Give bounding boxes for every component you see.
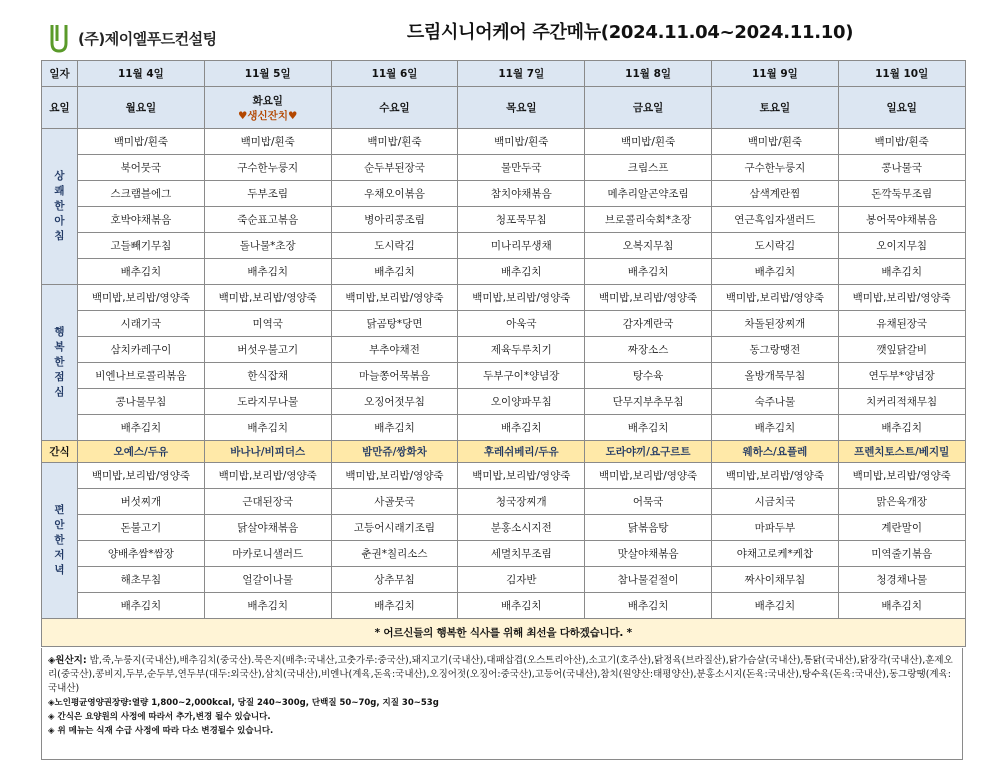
menu-item: 백미밥/흰죽	[204, 129, 331, 155]
day-cell	[331, 87, 458, 129]
menu-item: 백미밥,보리밥/영양죽	[204, 463, 331, 489]
snack-item: 밤만쥬/쌍화차	[331, 441, 458, 463]
menu-item: 짜장소스	[585, 337, 712, 363]
snack-row	[42, 441, 966, 463]
lunch-label-char: 점	[54, 371, 65, 383]
menu-item: 김자반	[458, 567, 585, 593]
menu-item: 순두부된장국	[331, 155, 458, 181]
dinner-label-char: 녁	[54, 564, 65, 576]
day-name: 금요일	[632, 102, 664, 114]
menu-item: 올방개묵무침	[711, 363, 838, 389]
menu-item: 아욱국	[458, 311, 585, 337]
day-name: 수요일	[379, 102, 410, 114]
menu-item: 배추김치	[585, 593, 712, 619]
menu-item: 두부조림	[204, 181, 331, 207]
dinner-row	[42, 463, 966, 489]
menu-item: 양배추쌈*쌈장	[78, 541, 205, 567]
day-name: 화요일	[252, 94, 283, 107]
lunch-label	[42, 285, 78, 441]
dinner-label-char: 안	[54, 519, 65, 531]
menu-table	[41, 60, 966, 647]
menu-item: 백미밥,보리밥/영양죽	[204, 285, 331, 311]
menu-item: 숙주나물	[711, 389, 838, 415]
menu-item: 분홍소시지전	[458, 515, 585, 541]
menu-item: 오복지무침	[585, 233, 712, 259]
menu-item: 미나리무생채	[458, 233, 585, 259]
lunch-row	[42, 337, 966, 363]
lunch-row	[42, 415, 966, 441]
menu-item: 우채오이볶음	[331, 181, 458, 207]
dinner-row	[42, 515, 966, 541]
date-cell: 11월 10일	[838, 61, 965, 87]
menu-item: 배추김치	[838, 415, 965, 441]
menu-item: 깻잎닭갈비	[838, 337, 965, 363]
dinner-row	[42, 489, 966, 515]
menu-item: 죽순표고볶음	[204, 207, 331, 233]
menu-item: 청국장찌개	[458, 489, 585, 515]
breakfast-row	[42, 259, 966, 285]
menu-item: 백미밥,보리밥/영양죽	[711, 463, 838, 489]
origin-note	[48, 654, 956, 696]
menu-item: 짜사이채무침	[711, 567, 838, 593]
day-label: 요일	[42, 87, 78, 129]
snack-item: 도라야끼/요구르트	[585, 441, 712, 463]
breakfast-label	[42, 129, 78, 285]
menu-item: 상추무침	[331, 567, 458, 593]
menu-item: 배추김치	[204, 415, 331, 441]
menu-item: 배추김치	[711, 593, 838, 619]
date-cell: 11월 8일	[585, 61, 712, 87]
menu-item: 시래기국	[78, 311, 205, 337]
breakfast-label-char: 침	[54, 230, 65, 242]
date-cell: 11월 7일	[458, 61, 585, 87]
menu-item: 배추김치	[204, 259, 331, 285]
breakfast-label-char: 한	[54, 200, 65, 212]
menu-item: 청경채나물	[838, 567, 965, 593]
menu-item: 춘권*칠리소스	[331, 541, 458, 567]
lunch-row	[42, 389, 966, 415]
menu-item: 구수한누룽지	[204, 155, 331, 181]
breakfast-row	[42, 129, 966, 155]
menu-item: 콩나물국	[838, 155, 965, 181]
menu-item: 호박야채볶음	[78, 207, 205, 233]
menu-item: 도시락김	[711, 233, 838, 259]
date-label: 일자	[42, 61, 78, 87]
menu-item: 차돌된장찌개	[711, 311, 838, 337]
menu-item: 오징어젓무침	[331, 389, 458, 415]
menu-item: 배추김치	[711, 259, 838, 285]
menu-item: 백미밥/흰죽	[78, 129, 205, 155]
breakfast-row	[42, 233, 966, 259]
menu-item: 배추김치	[331, 593, 458, 619]
menu-item: 두부구이*양념장	[458, 363, 585, 389]
menu-item: 감자계란국	[585, 311, 712, 337]
dinner-label	[42, 463, 78, 619]
dinner-label-char: 한	[54, 534, 65, 546]
snack-item: 오예스/두유	[78, 441, 205, 463]
page-title: 드림시니어케어 주간메뉴(2024.11.04~2024.11.10)	[406, 22, 854, 43]
day-cell	[711, 87, 838, 129]
menu-item: 맑은육개장	[838, 489, 965, 515]
company-logo-icon	[44, 21, 70, 55]
day-name: 목요일	[506, 102, 537, 114]
menu-item: 근대된장국	[204, 489, 331, 515]
menu-item: 백미밥,보리밥/영양죽	[458, 285, 585, 311]
menu-item: 백미밥,보리밥/영양죽	[838, 463, 965, 489]
menu-item: 백미밥/흰죽	[458, 129, 585, 155]
menu-item: 참나물겉절이	[585, 567, 712, 593]
lunch-label-char: 행	[54, 326, 65, 338]
menu-item: 봉어묵야채볶음	[838, 207, 965, 233]
day-cell	[78, 87, 205, 129]
date-cell: 11월 9일	[711, 61, 838, 87]
menu-item: 사골뭇국	[331, 489, 458, 515]
lunch-row	[42, 285, 966, 311]
menu-item: 동그랑땡전	[711, 337, 838, 363]
menu-item: 배추김치	[78, 593, 205, 619]
menu-item: 배추김치	[585, 259, 712, 285]
menu-item: 스크램블에그	[78, 181, 205, 207]
menu-item: 백미밥,보리밥/영양죽	[585, 285, 712, 311]
breakfast-label-char: 상	[54, 170, 65, 182]
lunch-label-char: 복	[54, 341, 65, 353]
menu-item: 물만두국	[458, 155, 585, 181]
dinner-row	[42, 567, 966, 593]
day-name: 월요일	[125, 102, 157, 114]
menu-item: 해초무침	[78, 567, 205, 593]
menu-item: 오이지무침	[838, 233, 965, 259]
birthday-party-label: ♥생신잔치♥	[237, 109, 298, 122]
menu-item: 도라지무나물	[204, 389, 331, 415]
menu-item: 미역줄기볶음	[838, 541, 965, 567]
dinner-label-char: 저	[54, 549, 65, 561]
menu-item: 유채된장국	[838, 311, 965, 337]
day-name: 일요일	[886, 102, 917, 114]
menu-item: 연근흑임자샐러드	[711, 207, 838, 233]
day-cell	[585, 87, 712, 129]
breakfast-row	[42, 181, 966, 207]
menu-item: 닭곰탕*당면	[331, 311, 458, 337]
menu-item: 백미밥/흰죽	[585, 129, 712, 155]
company-name: (주)제이엘푸드컨설팅	[78, 29, 217, 48]
date-row	[42, 61, 966, 87]
lunch-row	[42, 363, 966, 389]
menu-item: 돈불고기	[78, 515, 205, 541]
menu-item: 참치야채볶음	[458, 181, 585, 207]
origin-text: 밥,죽,누룽지(국내산),배추김치(중국산).묵은지(배추:국내산,고춧가루:중국산),돼지고기(국내산),대패삽겹(오스트리아산),소고기(호주산),닭정육(브라질산),닭가슴살(국내산),통닭(국내산),닭장각(국내산),훈제오리(중국산),콩비지,두부,순두부,연두부(대두:외국산),삼치(국내산),비엔나(계육,돈육:국내산),오징어젓(오징어:중국산),고등어(국내산),참치(원양산:태평양산),분홍소시지(돈육:국내산),탕수육(돈육:국내산),동그랑땡(계육:국내산)	[48, 655, 953, 694]
day-cell	[838, 87, 965, 129]
menu-item: 제육두루치기	[458, 337, 585, 363]
menu-item: 배추김치	[458, 259, 585, 285]
lunch-label-char: 한	[54, 356, 65, 368]
menu-item: 연두부*양념장	[838, 363, 965, 389]
breakfast-row	[42, 155, 966, 181]
day-row	[42, 87, 966, 129]
closing-message: * 어르신들의 행복한 식사를 위해 최선을 다하겠습니다. *	[42, 619, 966, 647]
menu-item: 백미밥,보리밥/영양죽	[838, 285, 965, 311]
menu-item: 콩나물무침	[78, 389, 205, 415]
notes-box	[41, 648, 963, 760]
menu-item: 닭살야채볶음	[204, 515, 331, 541]
dinner-label-char: 편	[54, 504, 65, 516]
menu-item: 배추김치	[458, 415, 585, 441]
snack-item: 바나나/비피더스	[204, 441, 331, 463]
menu-item: 버섯찌개	[78, 489, 205, 515]
menu-item: 삼치카레구이	[78, 337, 205, 363]
menu-item: 어묵국	[585, 489, 712, 515]
menu-item: 고들빼기무침	[78, 233, 205, 259]
menu-item: 치커리적채무침	[838, 389, 965, 415]
menu-item: 백미밥,보리밥/영양죽	[711, 285, 838, 311]
menu-item: 삼색계란찜	[711, 181, 838, 207]
day-cell	[458, 87, 585, 129]
breakfast-row	[42, 207, 966, 233]
menu-item: 오이양파무침	[458, 389, 585, 415]
menu-item: 백미밥/흰죽	[711, 129, 838, 155]
day-cell	[204, 87, 331, 129]
lunch-label-char: 심	[54, 386, 65, 398]
snack-note: ◈ 간식은 요양원의 사정에 따라서 추가,변경 될수 있습니다.	[48, 712, 271, 722]
date-cell: 11월 5일	[204, 61, 331, 87]
day-name: 토요일	[759, 102, 791, 114]
menu-item: 메추리알곤약조림	[585, 181, 712, 207]
dinner-row	[42, 541, 966, 567]
menu-item: 배추김치	[585, 415, 712, 441]
date-cell: 11월 6일	[331, 61, 458, 87]
menu-item: 비엔나브로콜리볶음	[78, 363, 205, 389]
menu-item: 백미밥,보리밥/영양죽	[585, 463, 712, 489]
menu-item: 크림스프	[585, 155, 712, 181]
change-note: ◈ 위 메뉴는 식재 수급 사정에 따라 다소 변경될수 있습니다.	[48, 726, 274, 736]
date-cell: 11월 4일	[78, 61, 205, 87]
menu-item: 마파두부	[711, 515, 838, 541]
menu-item: 백미밥,보리밥/영양죽	[78, 285, 205, 311]
menu-item: 백미밥/흰죽	[331, 129, 458, 155]
snack-item: 웨하스/요플레	[711, 441, 838, 463]
menu-item: 백미밥,보리밥/영양죽	[331, 285, 458, 311]
menu-item: 계란말이	[838, 515, 965, 541]
menu-item: 청포묵무침	[458, 207, 585, 233]
snack-item: 프렌치토스트/베지밀	[838, 441, 965, 463]
nutrition-note: ◈노인평균영양권장량:열량 1,800~2,000kcal, 당질 240~300g, 단백질 50~70g, 지질 30~53g	[48, 698, 439, 708]
menu-item: 브로콜리숙회*초장	[585, 207, 712, 233]
menu-item: 버섯우불고기	[204, 337, 331, 363]
menu-item: 배추김치	[838, 593, 965, 619]
menu-item: 시금치국	[711, 489, 838, 515]
menu-item: 세멸치무조림	[458, 541, 585, 567]
menu-item: 닭볶음탕	[585, 515, 712, 541]
closing-row	[42, 619, 966, 647]
menu-item: 구수한누룽지	[711, 155, 838, 181]
menu-item: 한식잡채	[204, 363, 331, 389]
menu-item: 배추김치	[331, 415, 458, 441]
menu-item: 고등어시래기조림	[331, 515, 458, 541]
dinner-row	[42, 593, 966, 619]
menu-item: 탕수육	[585, 363, 712, 389]
menu-item: 병아리콩조림	[331, 207, 458, 233]
menu-item: 배추김치	[78, 415, 205, 441]
menu-item: 얼갈이나물	[204, 567, 331, 593]
company-logo	[44, 20, 217, 56]
snack-label: 간식	[42, 441, 78, 463]
menu-item: 배추김치	[711, 415, 838, 441]
menu-item: 배추김치	[78, 259, 205, 285]
snack-item: 후레쉬베리/두유	[458, 441, 585, 463]
menu-item: 백미밥,보리밥/영양죽	[78, 463, 205, 489]
origin-label: ◈원산지:	[48, 655, 87, 666]
menu-item: 마카로니샐러드	[204, 541, 331, 567]
menu-item: 돈깍둑무조림	[838, 181, 965, 207]
menu-item: 도시락김	[331, 233, 458, 259]
menu-item: 백미밥/흰죽	[838, 129, 965, 155]
menu-item: 맛살야채볶음	[585, 541, 712, 567]
menu-item: 미역국	[204, 311, 331, 337]
menu-item: 단무지부추무침	[585, 389, 712, 415]
breakfast-label-char: 쾌	[54, 185, 65, 197]
menu-item: 배추김치	[204, 593, 331, 619]
menu-item: 백미밥,보리밥/영양죽	[458, 463, 585, 489]
menu-item: 야채고로케*케찹	[711, 541, 838, 567]
menu-item: 배추김치	[838, 259, 965, 285]
lunch-row	[42, 311, 966, 337]
menu-item: 부추야채전	[331, 337, 458, 363]
menu-item: 배추김치	[458, 593, 585, 619]
menu-item: 배추김치	[331, 259, 458, 285]
menu-item: 마늘쫑어묵볶음	[331, 363, 458, 389]
menu-item: 북어뭇국	[78, 155, 205, 181]
breakfast-label-char: 아	[54, 215, 65, 227]
menu-item: 돌나물*초장	[204, 233, 331, 259]
menu-item: 백미밥,보리밥/영양죽	[331, 463, 458, 489]
